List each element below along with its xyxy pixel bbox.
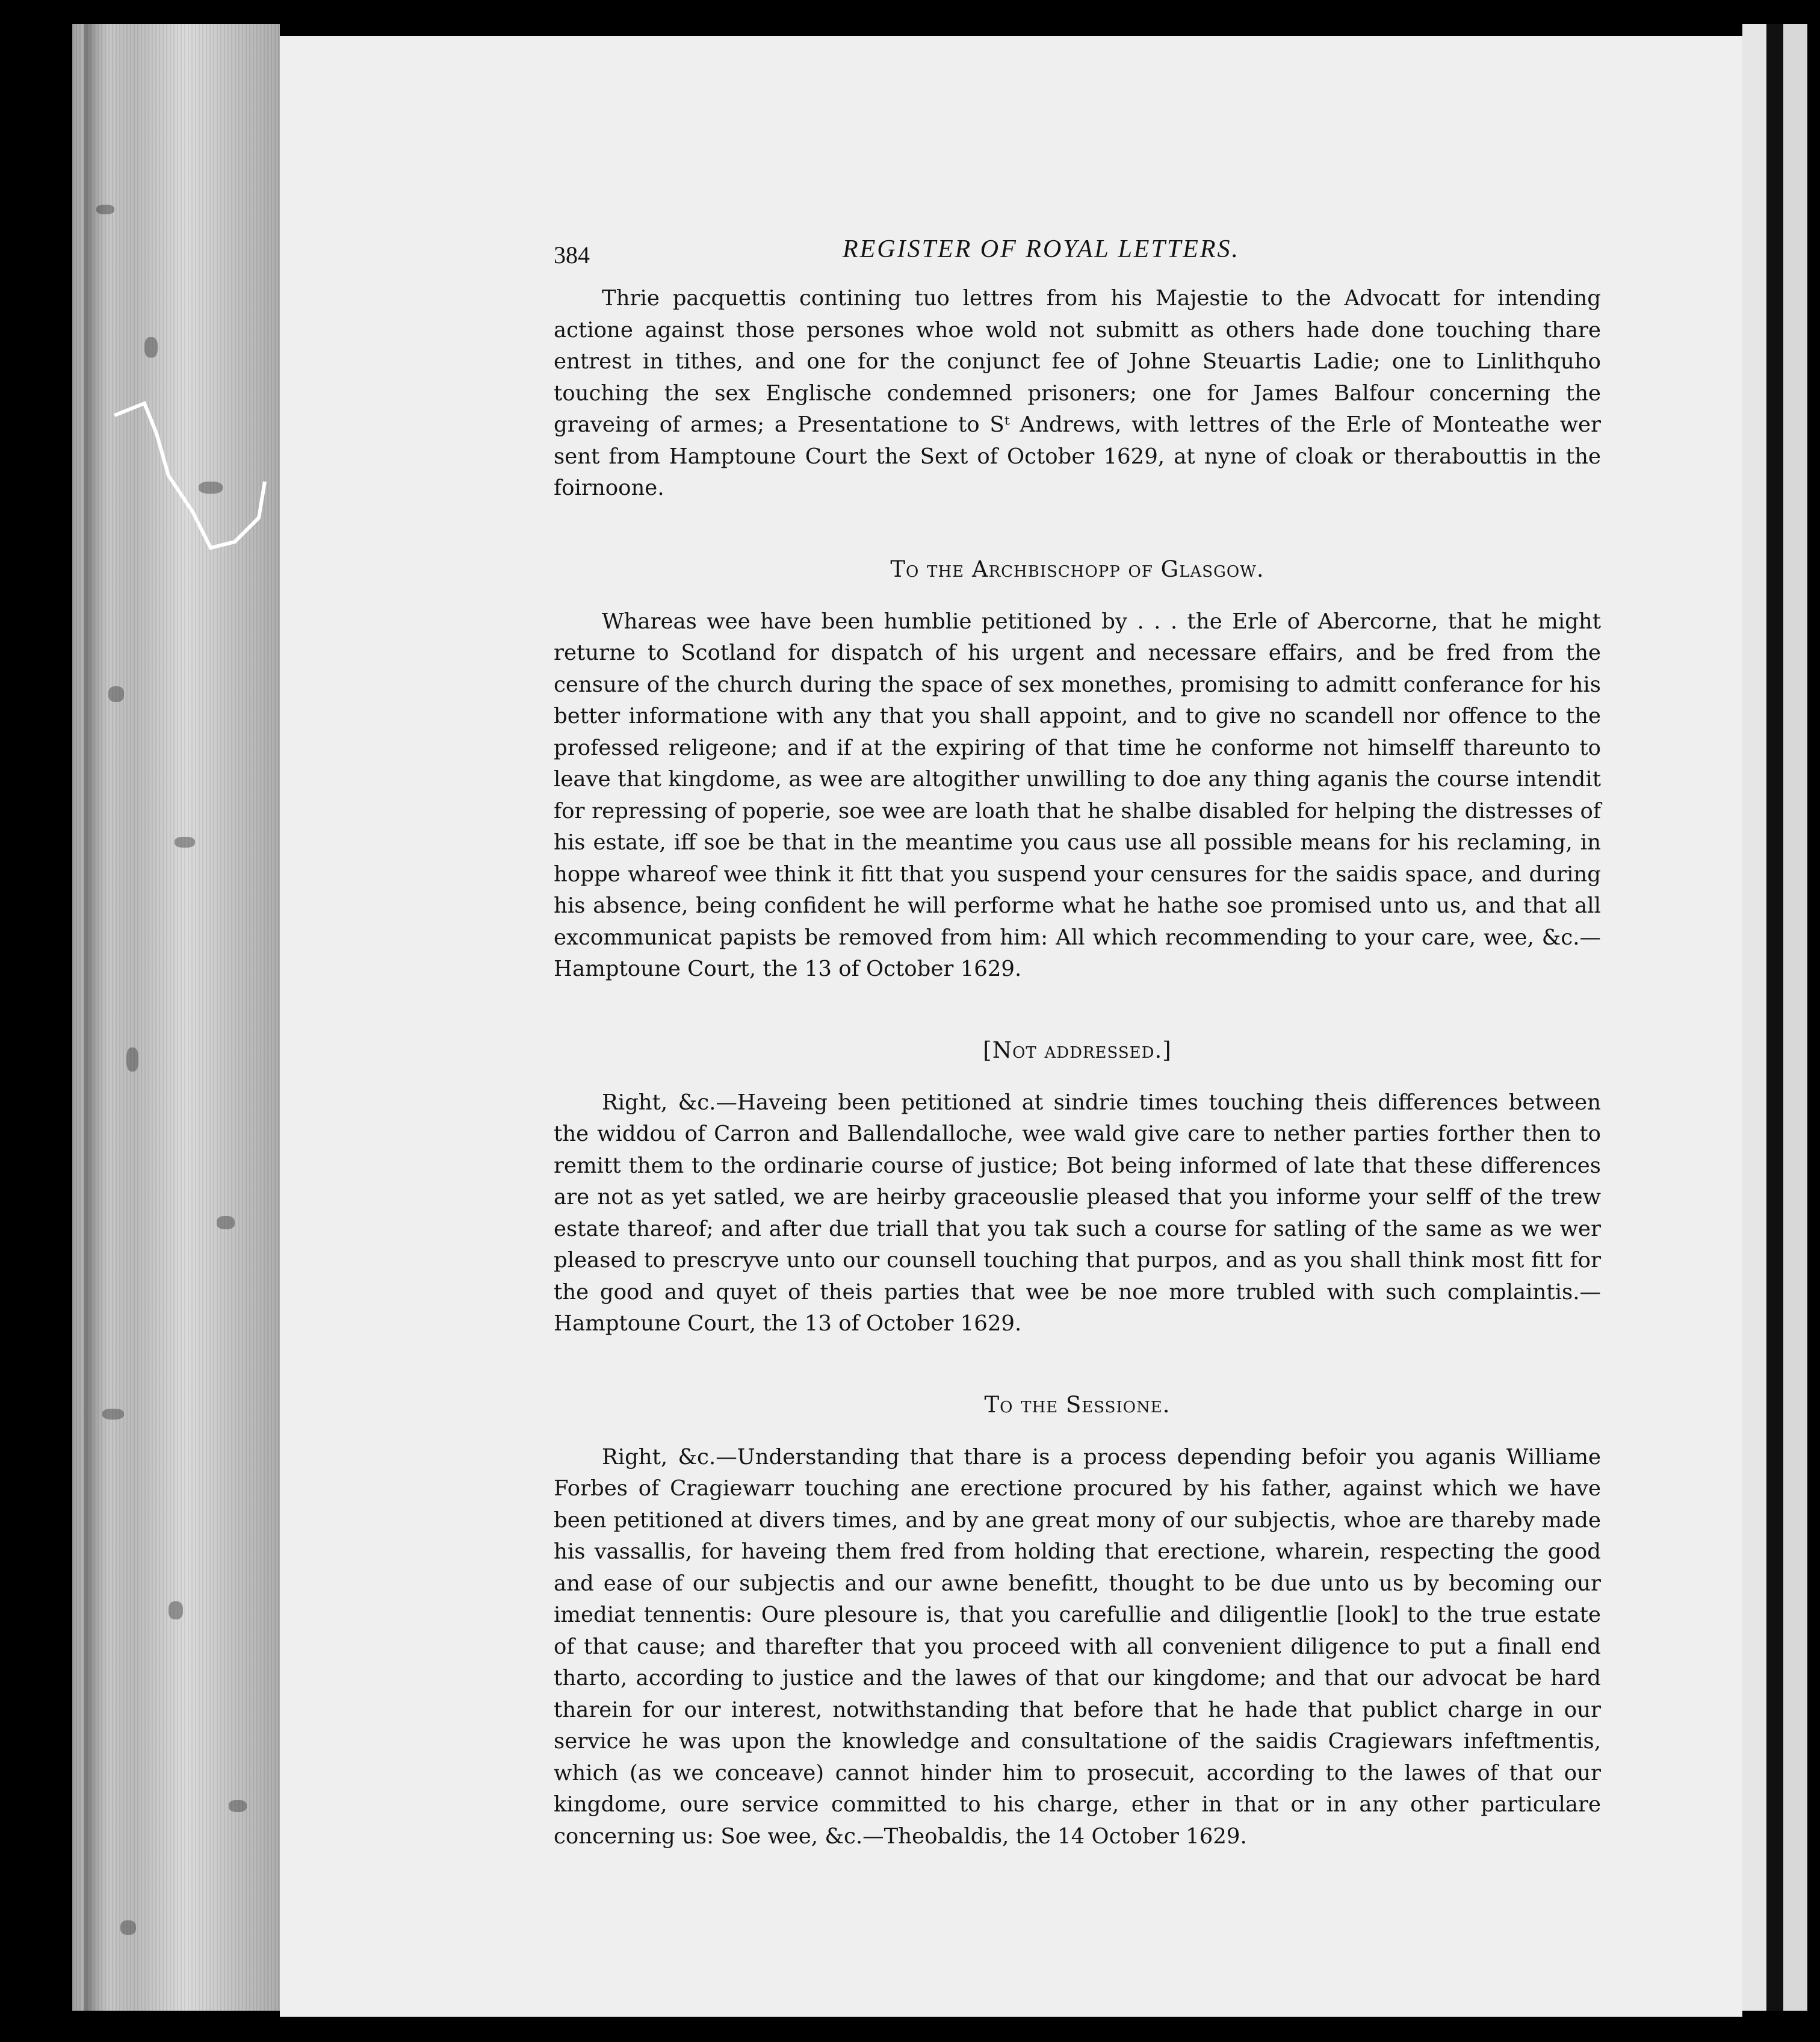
entry-heading: [Not addressed.] bbox=[983, 1037, 1172, 1063]
entry-text: Thrie pacquettis contining tuo lettres from his Majestie to the Advocatt for intending actione against those persones whoe wold not submitt as others hade done touching thare entrest in tithes, and one for the conjunct fee of Johne Steuartis Ladie; one to Linlithquho touching the sex Englische condemned prisoners; one for James Balfour concerning the graveing of armes; a Presentatione to Sᵗ Andrews, with lettres of the Erle of Monteathe wer sent from Hamptoune Court the Sext of October 1629, at nyne of cloak or therabouttis in the foirnoone. bbox=[554, 286, 1601, 500]
page-number: 384 bbox=[554, 241, 590, 268]
running-title: REGISTER OF ROYAL LETTERS. bbox=[843, 235, 1240, 263]
page-text bbox=[554, 229, 1601, 1852]
page-edge-stain bbox=[229, 1800, 247, 1812]
binding-shadow-bar bbox=[1766, 24, 1783, 2011]
page-edge-stain bbox=[126, 1047, 138, 1072]
spine-shadow bbox=[84, 24, 108, 2011]
entry-heading: To the Archbischopp of Glasgow. bbox=[890, 556, 1264, 582]
page-header bbox=[554, 229, 1601, 277]
white-scratch-mark bbox=[108, 397, 277, 554]
page-edge-stain bbox=[175, 837, 195, 848]
entry-text: Right, &c.—Haveing been petitioned at sindrie times touching theis differences between the widdou of Carron and Ballendalloche, wee wald give care to nether parties forther then to remitt them to the ordinarie course of justice; Bot being informed of late that these differences are not as yet satled, we are heirby graceouslie pleased that you informe your selff of the trew estate thareof; and after due triall that you tak such a course for satling of the same as we wer pleased to prescryve unto our counsell touching that purpos, and as you shall think most fitt for the good and quyet of theis parties that wee be noe more trubled with such complaintis.—Hamptoune Court, the 13 of October 1629. bbox=[554, 1090, 1601, 1336]
page-edge-stain bbox=[120, 1920, 136, 1935]
entry-text: Right, &c.—Understanding that thare is a process depending befoir you aganis Williame Forbes of Cragiewarr touching ane erectione procured by his father, against which we have been petitioned at divers times, and by ane great mony of our subjectis, whoe are thareby made his vassallis, for haveing them fred from holding that erectione, wharein, respecting the good and ease of our subjectis and our awne benefitt, thought to be due unto us by becoming our imediat tennentis: Oure plesoure is, that you carefullie and diligentlie [look] to the true estate of that cause; and tharefter that you proceed with all convenient diligence to put a finall end tharto, according to justice and the lawes of that our kingdome; and that our advocat be hard tharein for our interest, notwithstanding that before that he hade that publict charge in our service he was upon the knowledge and consultatione of the saidis Cragiewars infeftmentis, which (as we conceave) cannot hinder him to prosecuit, according to the lawes of that our kingdome, oure service committed to his charge, ether in that or in any other particulare concerning us: Soe wee, &c.—Theobaldis, the 14 October 1629. bbox=[554, 1444, 1601, 1849]
entry-heading: To the Sessione. bbox=[984, 1391, 1171, 1418]
page-edge-stain bbox=[169, 1601, 183, 1619]
entry-text: Whareas wee have been humblie petitioned by . . . the Erle of Abercorne, that he might returne to Scotland for dispatch of his urgent and necessare effairs, and be fred from the censure of the church during the space of sex monethes, promising to admitt conferance for his better informatione with any that you shall appoint, and to give no scandell nor offence to the professed religeone; and if at the expiring of that time he conforme not himselff thareunto to leave that kingdome, as wee are altogither unwilling to doe any thing aganis the course intendit for repressing of poperie, soe wee are loath that he shalbe disabled for helping the distresses of his estate, iff soe be that in the meantime you caus use all possible means for his reclaming, in hoppe whareof wee think it fitt that you suspend your censures for the saidis space, and during his absence, being confident he will performe what he hathe soe promised unto us, and that all excommunicat papists be removed from him: All which recommending to your care, wee, &c.—Hamptoune Court, the 13 of October 1629. bbox=[554, 609, 1601, 981]
page-edge-stain bbox=[108, 686, 124, 702]
right-page-strip bbox=[1783, 24, 1807, 2011]
page-edge-stain bbox=[217, 1216, 235, 1229]
page-edge-stain bbox=[144, 337, 158, 358]
